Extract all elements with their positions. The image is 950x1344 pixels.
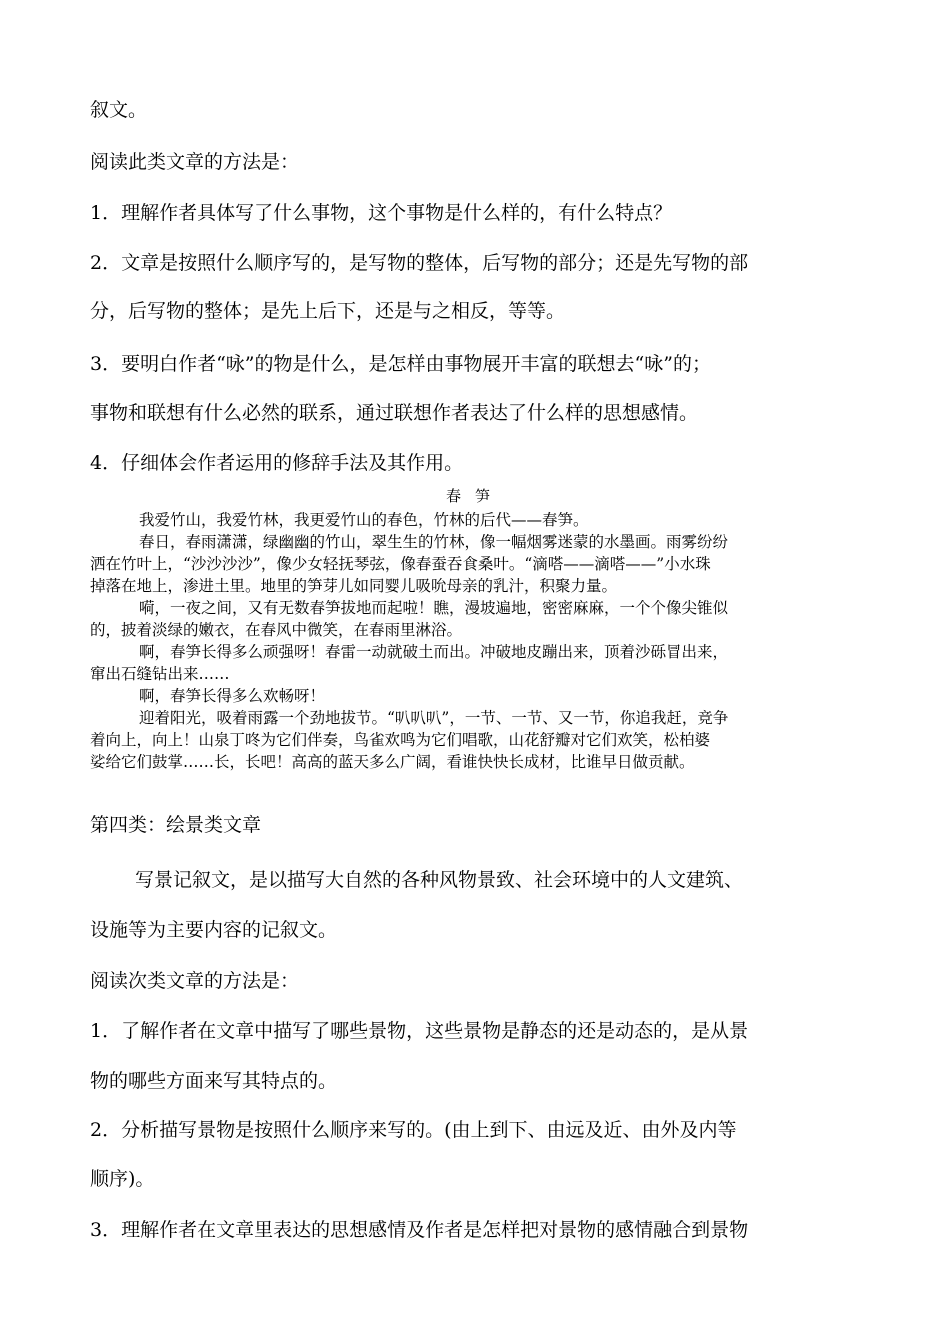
text-line: 3．要明白作者“咏”的物是什么，是怎样由事物展开丰富的联想去“咏”的；	[90, 353, 711, 375]
text-line: 2．分析描写景物是按照什么顺序来写的。(由上到下、由远及近、由外及内等	[90, 1119, 737, 1141]
poem-title: 春笋	[445, 487, 504, 505]
poem-line: 春日，春雨潇潇，绿幽幽的竹山，翠生生的竹林，像一幅烟雾迷蒙的水墨画。雨雾纷纷	[139, 533, 729, 551]
text-line: 阅读此类文章的方法是：	[90, 151, 300, 173]
text-line: 物的哪些方面来写其特点的。	[90, 1070, 338, 1092]
text-line: 4．仔细体会作者运用的修辞手法及其作用。	[90, 452, 464, 474]
text-line: 写景记叙文，是以描写大自然的各种风物景致、社会环境中的人文建筑、	[135, 869, 744, 891]
poem-line: 的，披着淡绿的嫩衣，在春风中微笑，在春雨里淋浴。	[90, 621, 463, 639]
poem-line: 迎着阳光，吸着雨露一个劲地拔节。“叭叭叭”，一节、一节、又一节，你追我赶，竞争	[139, 709, 729, 727]
text-line: 事物和联想有什么必然的联系，通过联想作者表达了什么样的思想感情。	[90, 402, 699, 424]
poem-line: 掉落在地上，渗进土里。地里的笋芽儿如同婴儿吸吮母亲的乳汁，积聚力量。	[90, 577, 618, 595]
text-line: 设施等为主要内容的记叙文。	[90, 919, 338, 941]
section-heading: 第四类：绘景类文章	[90, 814, 262, 836]
text-line: 阅读次类文章的方法是：	[90, 970, 300, 992]
text-line: 叙文。	[90, 99, 148, 121]
text-line: 顺序)。	[90, 1168, 155, 1190]
text-line: 1．理解作者具体写了什么事物，这个事物是什么样的，有什么特点？	[90, 202, 673, 224]
poem-line: 啊，春笋长得多么顽强呀！春雷一动就破土而出。冲破地皮蹦出来，顶着沙砾冒出来，	[139, 643, 729, 661]
poem-line: 洒在竹叶上，“沙沙沙沙”，像少女轻抚琴弦，像春蚕吞食桑叶。“滴嗒——滴嗒——”小水珠	[90, 555, 711, 573]
poem-line: 啊，春笋长得多么欢畅呀！	[139, 687, 326, 705]
poem-line: 娑给它们鼓掌……长，长吧！高高的蓝天多么广阔，看谁快快长成材，比谁早日做贡献。	[90, 753, 695, 771]
poem-line: 着向上，向上！山泉丁咚为它们伴奏，鸟雀欢鸣为它们唱歌，山花舒瓣对它们欢笑，松柏婆	[90, 731, 711, 749]
text-line: 3．理解作者在文章里表达的思想感情及作者是怎样把对景物的感情融合到景物	[90, 1219, 749, 1241]
poem-line: 窜出石缝钻出来……	[90, 665, 230, 683]
text-line: 2．文章是按照什么顺序写的，是写物的整体，后写物的部分；还是先写物的部	[90, 252, 749, 274]
poem-line: 嗬，一夜之间，又有无数春笋拔地而起啦！瞧，漫坡遍地，密密麻麻，一个个像尖锥似	[139, 599, 729, 617]
text-line: 分，后写物的整体；是先上后下，还是与之相反，等等。	[90, 300, 566, 322]
text-line: 1．了解作者在文章中描写了哪些景物，这些景物是静态的还是动态的，是从景	[90, 1020, 749, 1042]
poem-line: 我爱竹山，我爱竹林，我更爱竹山的春色，竹林的后代——春笋。	[139, 511, 589, 529]
